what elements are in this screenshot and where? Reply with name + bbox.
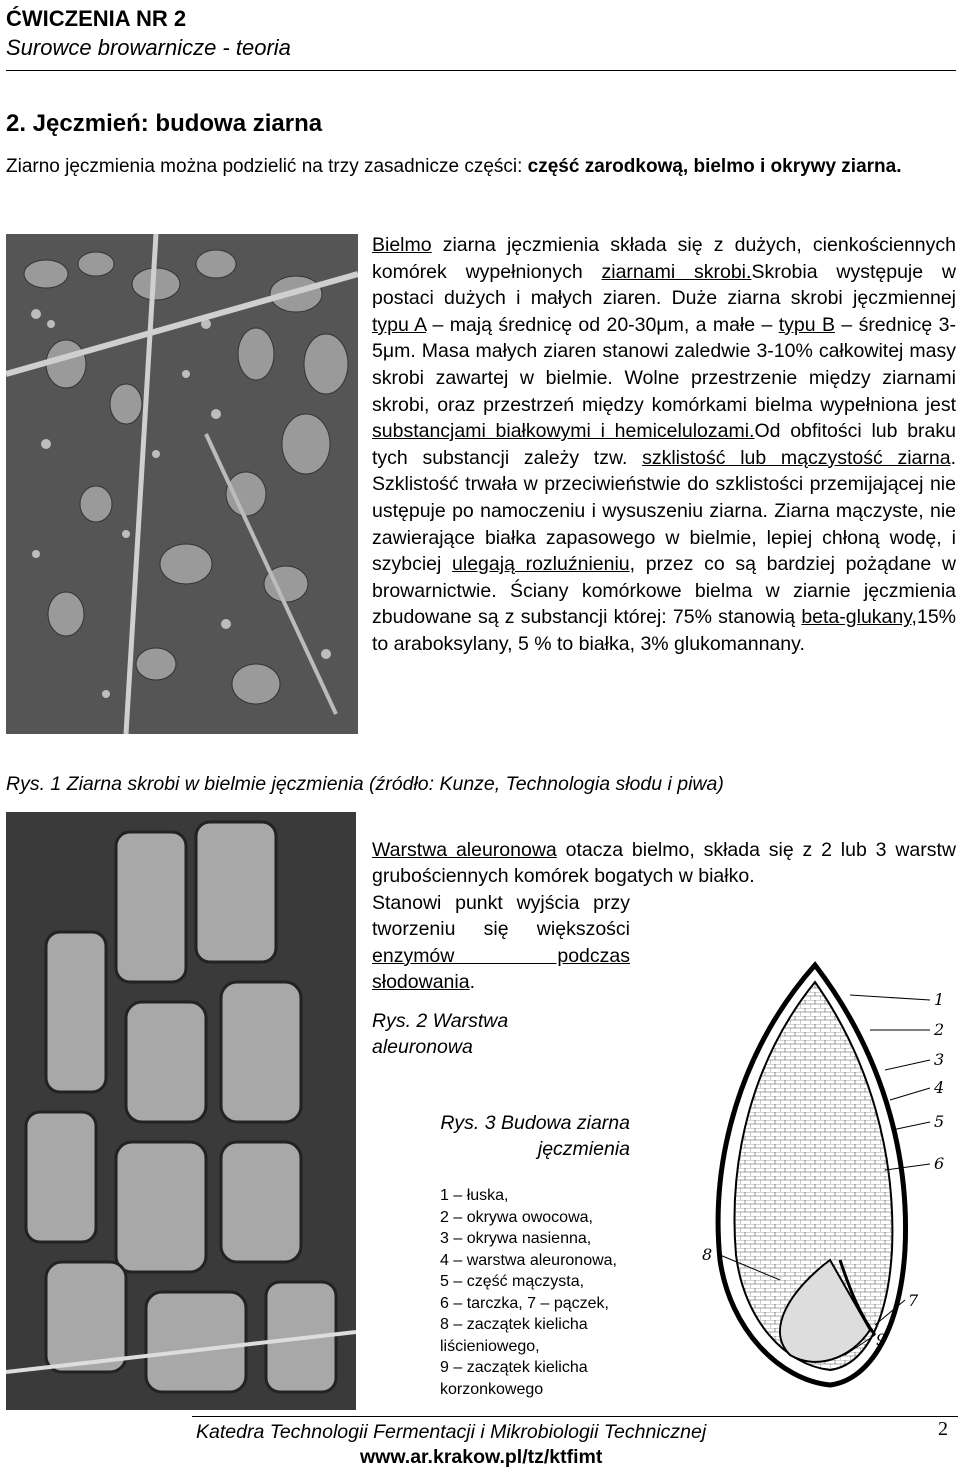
legend-item: 8 – zaczątek kielicha xyxy=(440,1316,588,1333)
term-enzymy: enzymów podczas słodowania xyxy=(372,944,630,993)
diagram-label-8: 8 xyxy=(702,1245,713,1264)
para1-text: . Szklistość trwała w przeciwieństwie do szklistości przemijającej nie ustępuje po namoczeniu i wysuszeniu ziarna. Ziarna mączyste, nie zawierające białka zapasowego w bielmie, lepiej chłoną wodę, i szybciej xyxy=(372,446,956,576)
figure1-caption: Rys. 1 Ziarna skrobi w bielmie jęczmienia (źródło: Kunze, Technologia słodu i piwa) xyxy=(6,773,724,795)
para1-text: , przez co są bardziej pożądane w browarnictwie. Ściany komórkowe bielma w ziarnie jęczmienia zbudowane są z substancji której: 75% stanowią xyxy=(372,553,956,629)
para1-text: – średnicę 3-5μm. Masa małych ziaren stanowi zaledwie 3-10% całkowitej masy skrobi zawartej w bielmie. Wolne przestrzenie między ziarnami skrobi, oraz przestrzeń między komórkami bielma wypełniona jest xyxy=(372,313,956,416)
figure3-caption: Rys. 3 Budowa ziarna jęczmienia xyxy=(440,1112,630,1160)
term-bielmo: Bielmo xyxy=(372,234,432,256)
page-number: 2 xyxy=(938,1418,948,1440)
section-heading: 2. Jęczmień: budowa ziarna xyxy=(6,110,323,137)
legend-item: 5 – część mączysta, xyxy=(440,1273,585,1290)
document-subtitle: Surowce browarnicze - teoria xyxy=(6,35,291,60)
legend-item: 4 – warstwa aleuronowa, xyxy=(440,1251,617,1269)
term-szklistosc: szklistość lub mączystość ziarna xyxy=(642,446,951,469)
para2-text: Stanowi punkt wyjścia przy tworzeniu się większości xyxy=(372,892,630,941)
para2-text: otacza bielmo, składa się z 2 lub 3 warstw grubościennych komórek bogatych w białko. xyxy=(372,839,956,888)
legend-item: 9 – zaczątek kielicha xyxy=(440,1359,588,1376)
legend-item: 1 – łuska, xyxy=(440,1187,509,1204)
barley-grain-diagram xyxy=(680,960,958,1390)
para1-text: ziarna jęczmienia składa się z dużych, cienkościennych komórek wypełnionych xyxy=(372,234,956,283)
para1-text: Od obfitości lub braku tych substancji zależy tzw. xyxy=(372,420,956,469)
term-warstwa-aleuronowa: Warstwa aleuronowa xyxy=(372,839,557,861)
diagram-label-6: 6 xyxy=(934,1154,945,1173)
footer-institution: Katedra Technologii Fermentacji i Mikrobiologii Technicznej xyxy=(196,1421,707,1443)
term-typ-b: typu B xyxy=(778,313,835,336)
aleurone-paragraph-bottom xyxy=(372,890,630,995)
legend-item: liścieniowego, xyxy=(440,1337,540,1355)
intro-bold-text: część zarodkową, bielmo i okrywy ziarna. xyxy=(527,156,902,177)
para1-text: – mają średnicę od 20-30μm, a małe – xyxy=(426,313,779,336)
footer-url: www.ar.krakow.pl/tz/ktfimt xyxy=(360,1446,603,1468)
figure2-caption: Rys. 2 Warstwa aleuronowa xyxy=(372,1010,509,1058)
diagram-label-4: 4 xyxy=(934,1078,945,1097)
endosperm-paragraph xyxy=(372,232,956,658)
para1-text: 15% to araboksylany, 5 % to białka, 3% glukomannany. xyxy=(372,606,956,655)
diagram-label-5: 5 xyxy=(934,1112,945,1131)
term-substancje-bialkowe: substancjami białkowymi i hemicelulozami. xyxy=(372,420,755,443)
para2-text: . xyxy=(469,970,475,993)
term-typ-a: typu A xyxy=(372,313,427,336)
intro-text: Ziarno jęczmienia można podzielić na trzy zasadnicze części: xyxy=(6,156,528,177)
legend-item: 2 – okrywa owocowa, xyxy=(440,1208,593,1226)
legend-item: 3 – okrywa nasienna, xyxy=(440,1230,592,1247)
term-beta-glukany: beta-glukany, xyxy=(801,606,917,629)
legend-item: 6 – tarczka, 7 – pączek, xyxy=(440,1294,609,1312)
term-ziarna-skrobi: ziarnami skrobi. xyxy=(601,260,752,283)
diagram-label-7: 7 xyxy=(908,1291,919,1310)
starch-granules-micrograph xyxy=(6,234,358,734)
diagram-label-9: 9 xyxy=(876,1330,887,1349)
diagram-label-2: 2 xyxy=(934,1020,945,1039)
diagram-legend xyxy=(440,1185,670,1400)
diagram-label-3: 3 xyxy=(934,1050,945,1069)
header-divider xyxy=(6,70,956,71)
intro-paragraph xyxy=(6,153,956,180)
term-rozluznienie: ulegają rozluźnieniu xyxy=(452,553,630,576)
document-title: ĆWICZENIA NR 2 xyxy=(6,6,187,31)
diagram-label-1: 1 xyxy=(934,990,945,1009)
legend-item: korzonkowego xyxy=(440,1380,544,1398)
para1-text: Skrobia występuje w postaci dużych i małych ziaren. Duże ziarna skrobi jęczmiennej xyxy=(372,260,956,310)
footer-divider xyxy=(192,1416,958,1417)
aleurone-paragraph-top xyxy=(372,837,956,890)
aleurone-layer-micrograph xyxy=(6,812,356,1410)
